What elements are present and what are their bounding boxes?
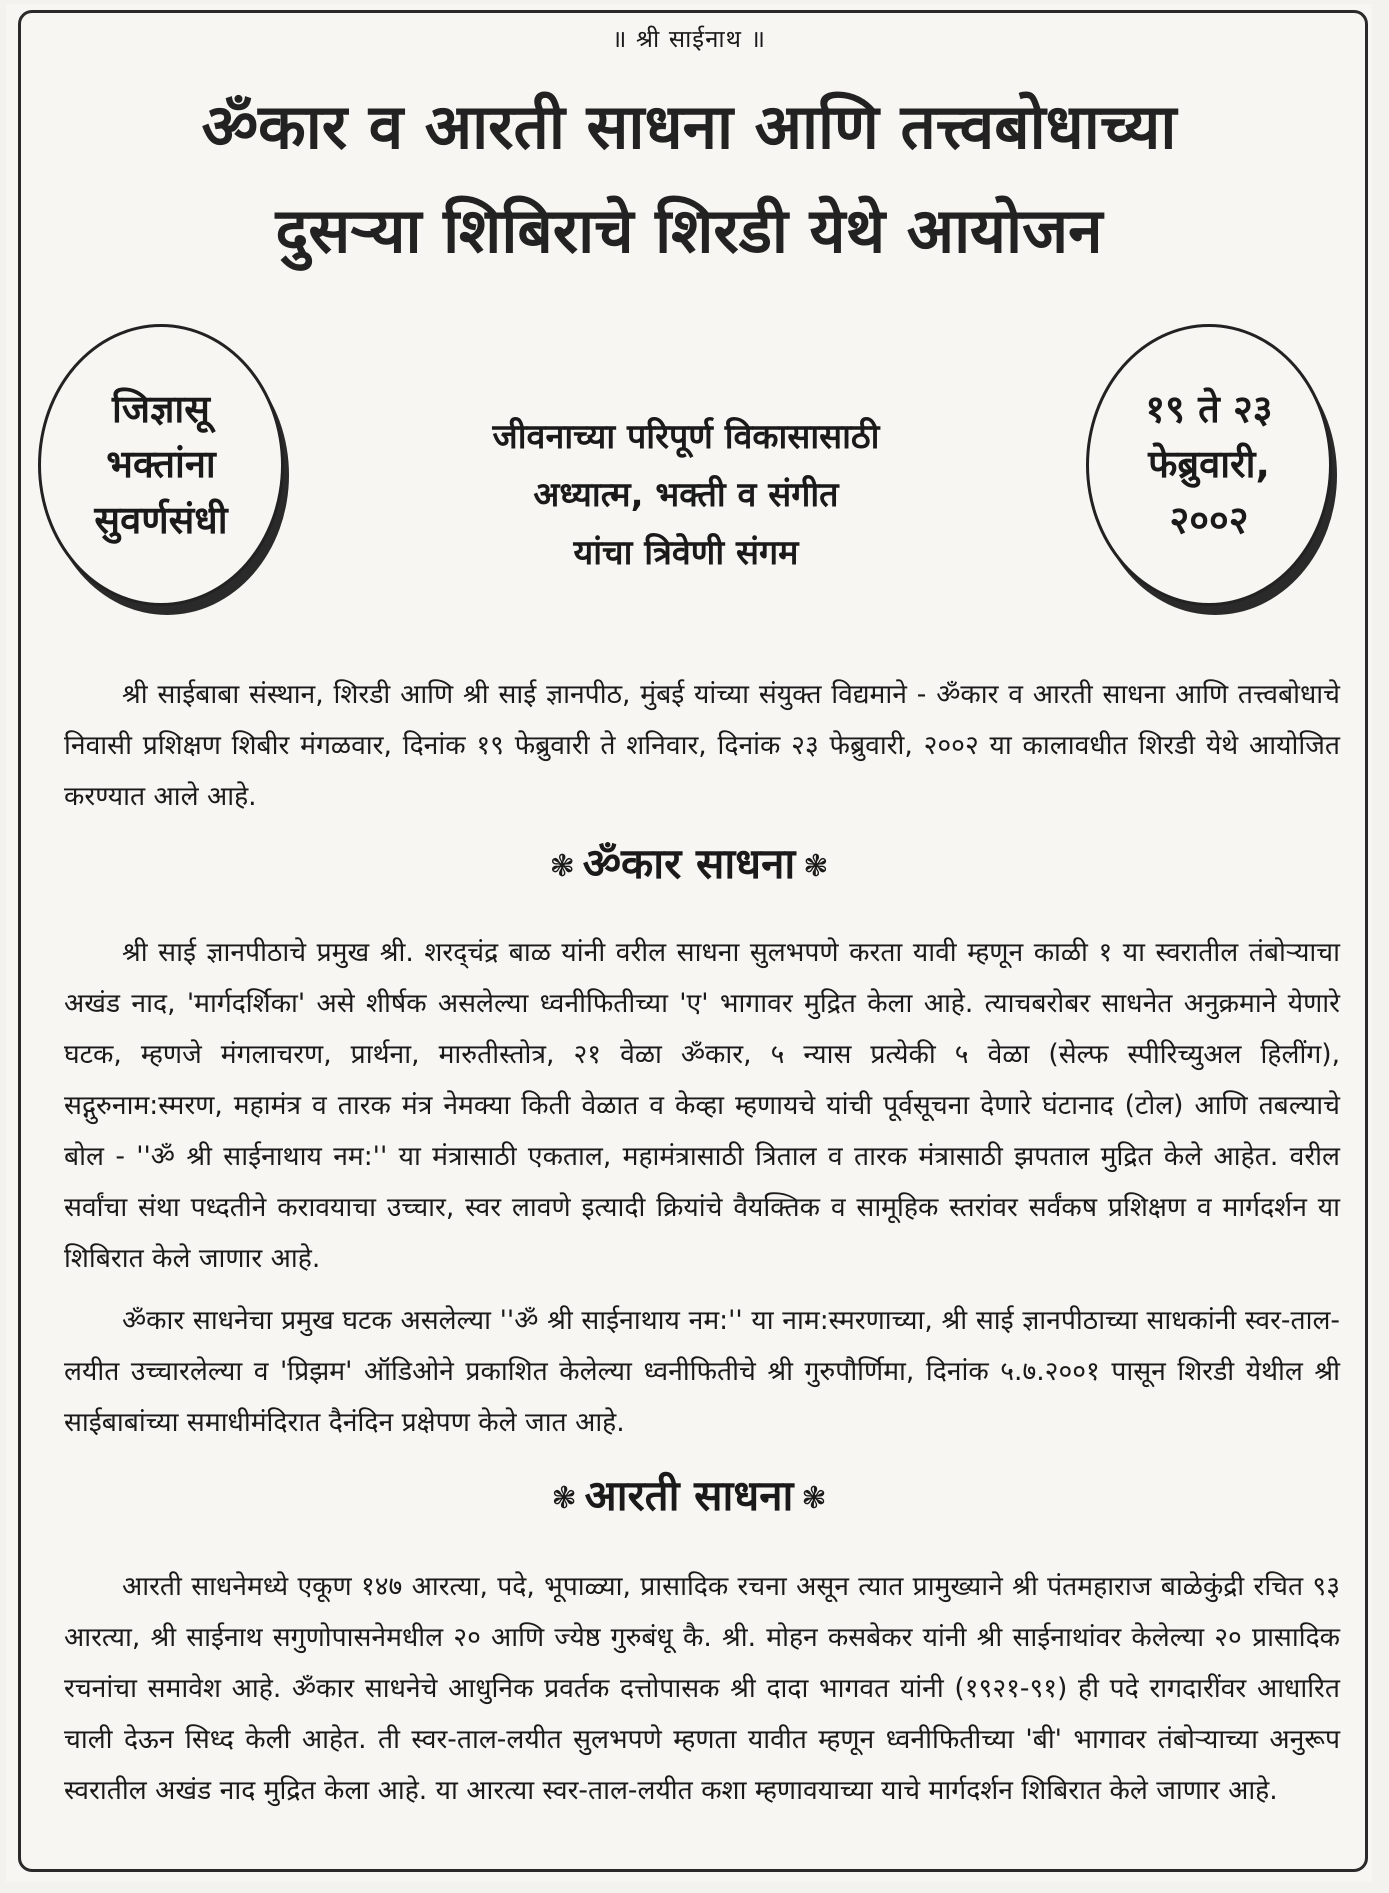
intro-paragraph: श्री साईबाबा संस्थान, शिरडी आणि श्री साई ज्ञानपीठ, मुंबई यांच्या संयुक्त विद्यमाने - ॐकार व आरती साधना आणि तत्त्वबोधाचे निवासी प्रशिक्षण शिबीर मंगळवार, दिनांक १९ फेब्रुवारी ते शनिवार, दिनांक २३ फेब्रुवारी, २००२ या कालावधीत शिरडी येथे आयोजित करण्यात आले आहे.: [64, 678, 1340, 812]
flower-ornament-icon: ❃: [549, 849, 575, 884]
right-oval-date-badge: [1086, 324, 1332, 606]
tagline-line-2: अध्यात्म, भक्ती व संगीत: [533, 475, 839, 515]
section-heading-aarti-text: आरती साधना: [584, 1471, 794, 1520]
right-oval-line-1: १९ ते २३: [1145, 387, 1273, 432]
headline-line-2: दुसऱ्या शिबिराचे शिरडी येथे आयोजन: [275, 194, 1103, 267]
section-heading-aarti: [6, 1466, 1372, 1523]
tagline-block: [336, 408, 1036, 582]
right-oval-line-3: २००२: [1169, 497, 1249, 542]
newsletter-page: [6, 4, 1372, 1882]
flower-ornament-icon: ❃: [801, 1481, 827, 1516]
aarti-paragraph: आरती साधनेमध्ये एकूण १४७ आरत्या, पदे, भूपाळ्या, प्रासादिक रचना असून त्यात प्रामुख्याने श्री पंतमहाराज बाळेकुंद्री रचित ९३ आरत्या, श्री साईनाथ सगुणोपासनेमधील २० आणि ज्येष्ठ गुरुबंधू कै. श्री. मोहन कसबेकर यांनी श्री साईनाथांवर केलेल्या २० प्रासादिक रचनांचा समावेश आहे. ॐकार साधनेचे आधुनिक प्रवर्तक दत्तोपासक श्री दादा भागवत यांनी (१९२१-९१) ही पदे रागदारींवर आधारित चाली देऊन सिध्द केली आहेत. ती स्वर-ताल-लयीत सुलभपणे म्हणता यावीत म्हणून ध्वनीफितीच्या 'बी' भागावर तंबोऱ्याच्या अनुरूप स्वरातील अखंड नाद मुद्रित केला आहे. या आरत्या स्वर-ताल-लयीत कशा म्हणावयाच्या याचे मार्गदर्शन शिबिरात केले जाणार आहे.: [64, 1570, 1340, 1806]
headline-line-1: ॐकार व आरती साधना आणि तत्त्वबोधाच्या: [201, 90, 1177, 163]
left-oval-line-2: भक्तांना: [106, 442, 216, 487]
left-oval-line-1: जिज्ञासू: [112, 387, 210, 432]
section-heading-omkar-text: ॐकार साधना: [582, 839, 796, 888]
tagline-line-1: जीवनाच्या परिपूर्ण विकासासाठी: [492, 417, 880, 457]
omkar-paragraph-1: श्री साई ज्ञानपीठाचे प्रमुख श्री. शरद्चंद्र बाळ यांनी वरील साधना सुलभपणे करता यावी म्हणून काळी १ या स्वरातील तंबोऱ्याचा अखंड नाद, 'मार्गदर्शिका' असे शीर्षक असलेल्या ध्वनीफितीच्या 'ए' भागावर मुद्रित केला आहे. त्याचबरोबर साधनेत अनुक्रमाने येणारे घटक, म्हणजे मंगलाचरण, प्रार्थना, मारुतीस्तोत्र, २१ वेळा ॐकार, ५ न्यास प्रत्येकी ५ वेळा (सेल्फ स्पीरिच्युअल हिलींग), सद्गुरुनाम:स्मरण, महामंत्र व तारक मंत्र नेमक्या किती वेळात व केव्हा म्हणायचे यांची पूर्वसूचना देणारे घंटानाद (टोल) आणि तबल्याचे बोल - ''ॐ श्री साईनाथाय नम:'' या मंत्रासाठी एकताल, महामंत्रासाठी त्रिताल व तारक मंत्रासाठी झपताल मुद्रित केले आहेत. वरील सर्वांचा संथा पध्दतीने करावयाचा उच्चार, स्वर लावणे इत्यादी क्रियांचे वैयक्तिक व सामूहिक स्तरांवर सर्वंकष प्रशिक्षण व मार्गदर्शन या शिबिरात केले जाणार आहे.: [64, 936, 1340, 1274]
flower-ornament-icon: ❃: [803, 849, 829, 884]
left-oval-line-3: सुवर्णसंधी: [94, 497, 228, 542]
section-heading-omkar: [6, 834, 1372, 891]
invocation-line: ॥ श्री साईनाथ ॥: [612, 25, 766, 53]
tagline-line-3: यांचा त्रिवेणी संगम: [573, 533, 799, 573]
flower-ornament-icon: ❃: [551, 1481, 577, 1516]
right-oval-line-2: फेब्रुवारी,: [1148, 442, 1270, 487]
left-oval-badge: [38, 324, 284, 606]
omkar-paragraph-2: ॐकार साधनेचा प्रमुख घटक असलेल्या ''ॐ श्री साईनाथाय नम:'' या नाम:स्मरणाच्या, श्री साई ज्ञानपीठाच्या साधकांनी स्वर-ताल-लयीत उच्चारलेल्या व 'प्रिझम' ऑडिओने प्रकाशित केलेल्या ध्वनीफितीचे श्री गुरुपौर्णिमा, दिनांक ५.७.२००१ पासून शिरडी येथील श्री साईबाबांच्या समाधीमंदिरात दैनंदिन प्रक्षेपण केले जात आहे.: [64, 1304, 1340, 1438]
